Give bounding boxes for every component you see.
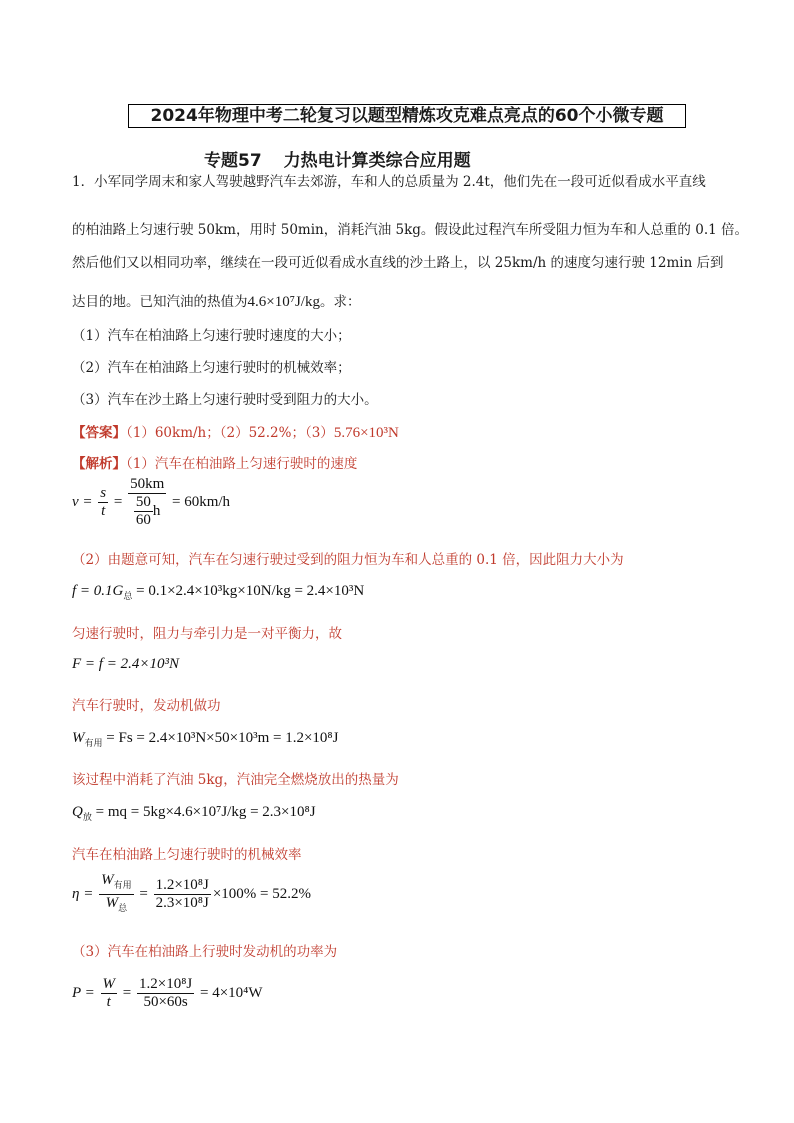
answer-value-3: 5.76×10³N — [333, 425, 399, 441]
sub-question-2: （2）汽车在柏油路上匀速行驶时的机械效率； — [72, 360, 351, 376]
analysis-step-6: 汽车在柏油路上匀速行驶时的机械效率 — [72, 847, 302, 863]
formula-traction: F = f = 2.4×10³N — [72, 656, 179, 672]
formula-power: P = $\frac{W}{t}$ = $\frac{\text{1.2×10⁸J}}{50\times 60s}$ = 4×10⁴W — [72, 976, 263, 1010]
formula-resistance: $f = 0.1G_总 = 0.1\times 2.4\times 10^3kg\times 10N/kg = 2.4\times 10^3N$ — [72, 583, 365, 601]
heat-value: 4.6×10⁷J/kg — [247, 294, 320, 310]
answer-line — [72, 421, 399, 442]
topic-name: 力热电计算类综合应用题 — [283, 151, 471, 171]
analysis-step-2: （2）由题意可知，汽车在匀速行驶过受到的阻力恒为车和人总重的 0.1 倍，因此阻力大小为 — [72, 552, 624, 568]
analysis-line-1 — [72, 452, 357, 472]
formula-velocity: v = $\frac{s}{t}$ = 50km $\frac{50}{60}$ h = 60km/h — [72, 476, 231, 528]
topic-title — [204, 146, 471, 171]
answer-text: （1）60km/h；（2）52.2%；（3） — [126, 425, 334, 441]
analysis-step-3: 匀速行驶时，阻力与牵引力是一对平衡力，故 — [72, 626, 342, 642]
question-line-4: 达目的地。已知汽油的热值为4.6×10⁷J/kg。求： — [72, 294, 361, 310]
formula-heat: $Q_放$ = mq = 5kg×4.6×10⁷J/kg = 2.3×10⁸J — [72, 804, 316, 822]
analysis-step-5: 该过程中消耗了汽油 5kg，汽油完全燃烧放出的热量为 — [72, 772, 399, 788]
formula-efficiency: η = $\frac{W_{有用}}{W_总}$ = $\frac{\text{1.2×10⁸J}}{\text{2.3×10⁸J}}$ ×100% = 52.2% — [72, 872, 312, 913]
formula-work: $W_{有用} = Fs = 2.4\times 10^3N\times 50\times 10^3m = 1.2\times 10^8J$ — [72, 730, 339, 748]
sub-question-3: （3）汽车在沙土路上匀速行驶时受到阻力的大小。 — [72, 392, 378, 408]
topic-number: 专题57 — [204, 151, 262, 171]
series-title: 2024年物理中考二轮复习以题型精炼攻克难点亮点的60个小微专题 — [128, 104, 686, 128]
sub-question-1: （1）汽车在柏油路上匀速行驶时速度的大小； — [72, 328, 351, 344]
analysis-tag: 【解析】 — [72, 456, 126, 472]
analysis-step-7: （3）汽车在柏油路上行驶时发动机的功率为 — [72, 944, 338, 960]
answer-tag: 【答案】 — [72, 425, 126, 441]
question-line-2: 的柏油路上匀速行驶 50km，用时 50min，消耗汽油 5kg。假设此过程汽车所受阻力恒为车和人总重的 0.1 倍。 — [72, 222, 748, 238]
question-line-1: 1．小军同学周末和家人驾驶越野汽车去郊游，车和人的总质量为 2.4t，他们先在一段可近似看成水平直线 — [72, 174, 706, 190]
analysis-step-1: （1）汽车在柏油路上匀速行驶时的速度 — [126, 456, 358, 472]
analysis-step-4: 汽车行驶时，发动机做功 — [72, 698, 221, 714]
question-line-3: 然后他们又以相同功率，继续在一段可近似看成水直线的沙土路上，以 25km/h 的速度匀速行驶 12min 后到 — [72, 255, 724, 271]
